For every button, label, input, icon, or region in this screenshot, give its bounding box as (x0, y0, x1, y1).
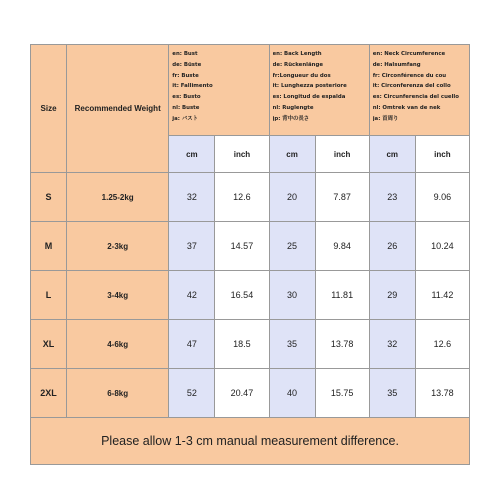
weight-cell: 6-8kg (67, 369, 169, 418)
bust-cm-cell: 52 (169, 369, 215, 418)
bust-header (169, 45, 269, 136)
bust-label-es: es: Busto (172, 94, 201, 101)
neck-label-it: it: Circonferenza del collo (372, 83, 451, 90)
table-row (31, 320, 470, 369)
neck-label-en: en: Neck Circumference (372, 51, 446, 57)
measurement-note: Please allow 1-3 cm manual measurement difference. (31, 418, 470, 465)
bust-cm-cell: 32 (169, 173, 215, 222)
neck-label-de: de: Halsumfang (372, 61, 421, 68)
weight-cell: 3-4kg (67, 271, 169, 320)
neck-inch-cell: 12.6 (415, 320, 469, 369)
weight-cell: 2-3kg (67, 222, 169, 271)
weight-cell: 1.25-2kg (67, 173, 169, 222)
size-cell: S (31, 173, 67, 222)
back-inch-cell: 13.78 (315, 320, 369, 369)
size-cell: 2XL (31, 369, 67, 418)
neck-header (369, 45, 469, 136)
table-row (31, 271, 470, 320)
bust-label-nl: nl: Buste (172, 104, 200, 111)
back-length-header (269, 45, 369, 136)
back-length-label-de: de: Rückenlänge (272, 61, 324, 68)
size-cell: M (31, 222, 67, 271)
size-chart (30, 44, 470, 448)
bust-inch-cell: 14.57 (215, 222, 269, 271)
neck-inch-cell: 11.42 (415, 271, 469, 320)
weight-header: Recommended Weight (67, 45, 169, 173)
table-row (31, 369, 470, 418)
size-cell: XL (31, 320, 67, 369)
bust-label-de: de: Büste (172, 61, 202, 68)
unit-back-cm: cm (269, 136, 315, 173)
unit-neck-inch: inch (415, 136, 469, 173)
back-cm-cell: 40 (269, 369, 315, 418)
bust-label-fr: fr: Buste (172, 72, 199, 79)
bust-label-ja: ja: バスト (172, 115, 198, 122)
back-length-label-en: en: Back Length (272, 51, 322, 57)
neck-cm-cell: 29 (369, 271, 415, 320)
back-inch-cell: 9.84 (315, 222, 369, 271)
unit-bust-inch: inch (215, 136, 269, 173)
weight-cell: 4-6kg (67, 320, 169, 369)
back-length-label-fr: fr:Longueur du dos (272, 72, 331, 79)
bust-cm-cell: 42 (169, 271, 215, 320)
back-length-label-it: it: Lunghezza posteriore (272, 83, 347, 90)
size-cell: L (31, 271, 67, 320)
back-length-label-nl: nl: Ruglengte (272, 104, 314, 111)
back-cm-cell: 25 (269, 222, 315, 271)
neck-label-ja: ja: 首周り (372, 115, 399, 122)
unit-neck-cm: cm (369, 136, 415, 173)
back-inch-cell: 15.75 (315, 369, 369, 418)
back-length-label-es: es: Longitud de espalda (272, 94, 346, 101)
bust-cm-cell: 37 (169, 222, 215, 271)
neck-inch-cell: 13.78 (415, 369, 469, 418)
back-inch-cell: 7.87 (315, 173, 369, 222)
bust-label-en: en: Bust (172, 51, 198, 57)
size-header: Size (31, 45, 67, 173)
back-cm-cell: 30 (269, 271, 315, 320)
bust-inch-cell: 16.54 (215, 271, 269, 320)
neck-label-es: es: Circunferencia del cuello (372, 94, 459, 101)
neck-label-nl: nl: Omtrek van de nek (372, 104, 441, 111)
bust-cm-cell: 47 (169, 320, 215, 369)
bust-inch-cell: 12.6 (215, 173, 269, 222)
back-cm-cell: 20 (269, 173, 315, 222)
back-length-label-jp: jp: 背中の長さ (272, 115, 310, 122)
table-row (31, 222, 470, 271)
size-table (30, 44, 470, 465)
neck-cm-cell: 35 (369, 369, 415, 418)
neck-cm-cell: 23 (369, 173, 415, 222)
neck-label-fr: fr: Circonférence du cou (372, 72, 447, 79)
unit-back-inch: inch (315, 136, 369, 173)
back-inch-cell: 11.81 (315, 271, 369, 320)
neck-inch-cell: 10.24 (415, 222, 469, 271)
neck-cm-cell: 32 (369, 320, 415, 369)
bust-inch-cell: 18.5 (215, 320, 269, 369)
bust-inch-cell: 20.47 (215, 369, 269, 418)
back-cm-cell: 35 (269, 320, 315, 369)
table-row (31, 173, 470, 222)
bust-label-it: it: Fallimento (172, 83, 213, 90)
unit-bust-cm: cm (169, 136, 215, 173)
neck-inch-cell: 9.06 (415, 173, 469, 222)
neck-cm-cell: 26 (369, 222, 415, 271)
